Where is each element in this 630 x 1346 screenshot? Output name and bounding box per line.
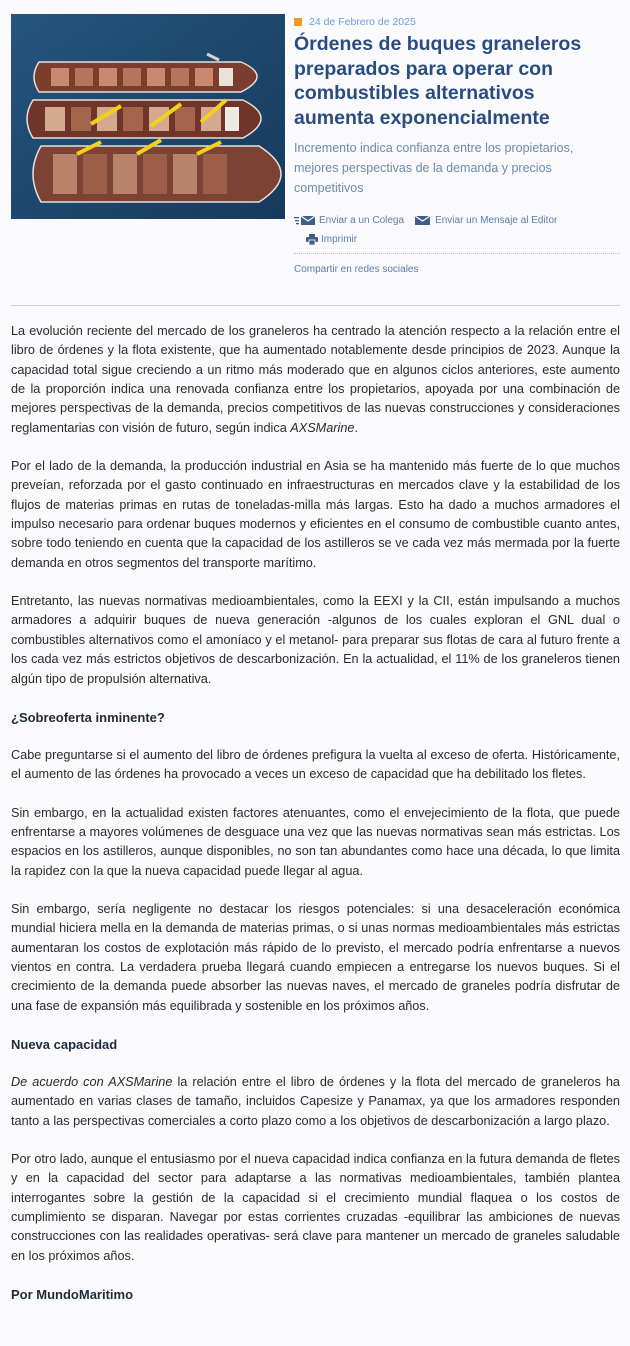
ship-bottom bbox=[33, 140, 281, 202]
paragraph-1 bbox=[11, 322, 620, 438]
paragraph-7-text: la relación entre el libro de órdenes y la flota del mercado de graneleros ha aumentado en varias clases de tamaño, incluidos Capesize y Panamax, ya que los armadores responden tanto a las perspectivas comerciales a corto plazo como a los objetivos de descarbonización a largo plazo. bbox=[11, 1074, 620, 1128]
send-colleague-icon bbox=[294, 215, 316, 226]
send-editor-link[interactable] bbox=[414, 215, 557, 226]
paragraph-1-end: . bbox=[354, 420, 358, 435]
send-editor-icon bbox=[414, 215, 432, 226]
actions-divider bbox=[294, 253, 620, 254]
ship-middle bbox=[27, 100, 261, 138]
ships-illustration bbox=[11, 14, 285, 219]
source-name: AXSMarine bbox=[290, 420, 355, 435]
send-editor-label: Enviar un Mensaje al Editor bbox=[435, 214, 558, 226]
paragraph-6: Sin embargo, sería negligente no destacar los riesgos potenciales: si una desaceleración económica mundial hiciera mella en la demanda de materias primas, o si unas normas medioambientales más estrictas aumentaran los costos de explotación más rápido de lo previsto, el mercado podría enfrentarse a nuevos vientos en contra. La verdadera prueba llegará cuando empiecen a entregarse los nuevos buques. Si el crecimiento de la demanda puede absorber las nuevas naves, el mercado de graneles podría disfrutar de una fase de expansión más equilibrada y sostenible en los próximos años. bbox=[11, 901, 620, 1013]
paragraph-8: Por otro lado, aunque el entusiasmo por el nueva capacidad indica confianza en la futura demanda de fletes y en la capacidad del sector para adaptarse a las normativas medioambientales, también plantea interrogantes sobre la gestión de la capacidad si el crecimiento mundial flaquea o los costos de cumplimiento se disparan. Navegar por estas corrientes cruzadas -equilibrar las ambiciones de nuevas construcciones con las realidades operativas- será clave para mantener un mercado de graneles saludable en los próximos años. bbox=[11, 1152, 620, 1263]
paragraph-7-lead: De acuerdo con AXSMarine bbox=[11, 1074, 173, 1089]
section-heading-capacity: Nueva capacidad bbox=[11, 1036, 118, 1052]
paragraph-4: Cabe preguntarse si el aumento del libro de órdenes prefigura la vuelta al exceso de oferta. Históricamente, el aumento de las órdenes ha provocado a veces un exceso de capacidad que ha debilitado los fletes. bbox=[11, 747, 620, 782]
ship-top bbox=[34, 62, 257, 92]
date-marker-icon bbox=[294, 18, 302, 26]
paragraph-7 bbox=[11, 1073, 620, 1131]
article-title: Órdenes de buques graneleros preparados para operar con combustibles alternativos aumenta exponencialmente bbox=[294, 33, 582, 129]
paragraph-3: Entretanto, las nuevas normativas medioambientales, como la EEXI y la CII, están impulsando a muchos armadores a adquirir buques de nueva generación -algunos de los cuales exploran el GNL dual o combustibles alternativos como el amoníaco y el metanol- para preparar sus flotas de cara al futuro frente a los cada vez más estrictos objetivos de descarbonización. En la actualidad, el 11% de los graneleros tienen algún tipo de propulsión alternativa. bbox=[11, 594, 620, 686]
article-image bbox=[11, 14, 285, 219]
article-subtitle: Incremento indica confianza entre los propietarios, mejores perspectivas de la demanda y precios competitivos bbox=[294, 141, 574, 195]
paragraph-2: Por el lado de la demanda, la producción industrial en Asia se ha mantenido más fuerte de lo que muchos preveían, reforzada por el gasto continuado en infraestructuras en mercados clave y la estabilidad de los flujos de materias primas en rutas de toneladas-milla más largas. Esto ha dado a muchos armadores el impulso necesario para ordenar buques modernos y eficientes en el consumo de combustible cuanto antes, sobre todo teniendo en cuenta que la capacidad de los astilleros se ve cada vez más mermada por la fuerte demanda en otros segmentos del transporte marítimo. bbox=[11, 459, 620, 570]
print-icon bbox=[306, 234, 318, 245]
byline: Por MundoMaritimo bbox=[11, 1287, 134, 1303]
article-date: 24 de Febrero de 2025 bbox=[309, 16, 416, 28]
section-heading-oversupply: ¿Sobreoferta inminente? bbox=[11, 709, 165, 725]
article-body bbox=[11, 322, 620, 1323]
print-label: Imprimir bbox=[321, 233, 358, 245]
paragraph-5: Sin embargo, en la actualidad existen factores atenuantes, como el envejecimiento de la flota, que puede enfrentarse a mayores volúmenes de desguace una vez que las nuevas normativas sean más estrictas. Los espacios en los astilleros, aunque disponibles, no son tan abundantes como hace una década, lo que limita la rapidez con la que la nueva capacidad puede llegar al agua. bbox=[11, 805, 620, 878]
send-colleague-label: Enviar a un Colega bbox=[319, 214, 405, 226]
send-colleague-link[interactable] bbox=[294, 215, 404, 226]
print-link[interactable] bbox=[306, 234, 357, 245]
paragraph-1-text: La evolución reciente del mercado de los graneleros ha centrado la atención respecto a la relación entre el libro de órdenes y la flota existente, que ha aumentado notablemente desde principios de 2023. Aunque la capacidad total sigue creciendo a un ritmo más moderado que en algunos ciclos anteriores, este aumento de la proporción indica una renovada confianza entre los propietarios, apoyada por una combinación de mejores perspectivas de la demanda, precios competitivos de las nuevas construcciones y consideraciones reglamentarias con visión de futuro, según indica bbox=[11, 324, 620, 435]
header-divider bbox=[11, 305, 620, 306]
article-actions bbox=[294, 212, 620, 275]
share-social-link[interactable]: Compartir en redes sociales bbox=[294, 264, 419, 275]
